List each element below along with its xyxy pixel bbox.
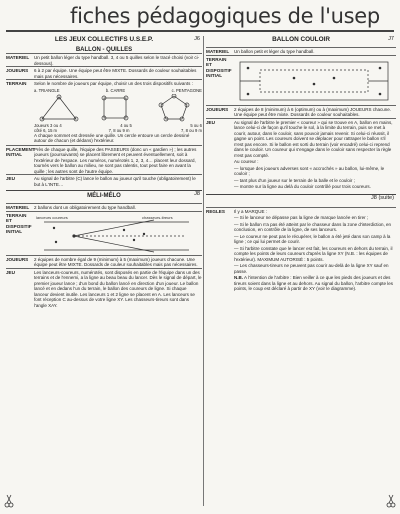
row-text: Un ballon petit et léger du type handball. (234, 49, 315, 54)
page-number: J6 (194, 36, 200, 42)
row-label: JEU (6, 176, 15, 181)
page-title: fiches pédagogiques de l'usep (70, 4, 380, 28)
row-regles-content (234, 209, 396, 293)
nb-label: N.B. (234, 275, 243, 281)
row-jeu (6, 174, 202, 187)
row-label: TERRAIN ET DISPOSITIF INITIAL (6, 212, 32, 235)
section-title: LES JEUX COLLECTIFS U.S.E.P. (54, 36, 154, 43)
row-joueurs-couloir (206, 105, 396, 118)
row-label: PLACEMENT INITIAL (6, 146, 35, 158)
row-label: MATERIEL (6, 205, 30, 210)
regles-intro: Il y a MARQUE : (234, 208, 268, 214)
regles-item: — Le coureur ne peut pas le récupérer, le ballon a été jeté dans son camp à la ligne ; ce qui lui permet de courir. (234, 233, 391, 245)
scissors-icon (386, 494, 396, 508)
regles-item: — Les chasseurs-tireurs ne peuvent pas courir au-delà de la ligne XY sauf en passe. (234, 263, 389, 274)
right-column (206, 36, 396, 506)
section-title: MÉLI-MÉLO (87, 193, 121, 199)
shape-side-pentagone: 7, 8 ou 9 m (181, 127, 202, 133)
shape-label-carre: b. CARRE (105, 87, 126, 93)
shape-caption-pentagone: 5 ou 6 (190, 122, 202, 128)
jeu-list-item: — lorsque des joueurs adverses sont « accrochés » au ballon, lui-même, le couloir ; (234, 165, 385, 177)
terrain-note: A chaque sommet est dressée une quille. Un cercle entoure un cercle dessiné autour de chacun (et dédans) l'extérieur. (34, 132, 190, 143)
row-label: MATERIEL (206, 49, 230, 54)
regles-item: — Si le lanceur ne dépasse pas la ligne de marque lancée en tirer ; (234, 215, 369, 221)
game-title-ballon-quilles: BALLON - QUILLES (75, 47, 133, 53)
row-text: 2 ballons dont un obligatoirement du type handball. (34, 205, 136, 210)
regles-nb (234, 275, 396, 292)
row-jeu-couloir (206, 118, 396, 191)
figure-label-chasseurs: chasseurs-tireurs (142, 214, 173, 220)
row-text: Près de chaque quille, l'équipe des PASSEURS (donc un « gardien ») ; les autres joueurs (poursuivants) se placent librement et peuvent éventuellement, soit à l'extérieur de l'espace. Les numéros, numérotés 1, 2, 3, 4… placent leur dossard, tournés vers le ballon au milieu, ne sont pas ralentis, tout peut faire en avant la quille ; les autres sont de l'autre équipe. (34, 146, 197, 174)
jeu-list-item: — montre sur la ligne au delà du couloir contrôlé pour trois coureurs. (234, 184, 371, 190)
section-header-ballon-couloir (206, 36, 396, 47)
shape-labels (34, 88, 202, 93)
shape-caption-triangle: Joueurs 3 ou 4 (34, 122, 62, 128)
regles-item: — Si le ballon n'a pas été atteint par le chasseur dans la zone d'interdiction, en conclusion, en contrôle de la ligne, de ses lanceurs. (234, 221, 392, 233)
row-placement-initial (6, 145, 202, 175)
row-joueurs (6, 66, 202, 79)
row-label: JEU (6, 269, 15, 275)
column-divider (203, 36, 204, 506)
row-label: TERRAIN ET DISPOSITIF INITIAL (206, 56, 232, 79)
row-text: 2 équipes de 8 (minimum) à 6 (optimum) ou à (maximum) JOUEURS chacune. Une équipe peut être mixte. Dossards de couleur souhaitables. (234, 106, 392, 118)
row-jeu-content (234, 120, 396, 191)
shape-side-triangle: côté 6, 15 m (34, 127, 58, 133)
row-label: JOUEURS (206, 106, 229, 112)
page-number: J7 (388, 36, 394, 42)
section-header-jeux-collectifs (6, 36, 202, 47)
nb-text: A l'intention de l'arbitre : Bien veiller à ce que les pieds des joueurs et des tireurs soient dans la ligne et au dehors. Au signal du ballon, l'arbitre compte les points, le coup est déclaré à partir de XY (voir le diagramme). (234, 275, 393, 292)
pentagon-diagram (159, 94, 189, 121)
triangle-diagram (40, 95, 78, 121)
shape-caption-carre: 4 ou 5 (120, 122, 132, 128)
jeu-paragraph: Au signal de l'arbitre le premier « coureur » qui se trouve en A, ballon en mains, lance celui-ci de façon qu'il touche le sol, à la limite du terrain, puis se met à courir, autour, dans le couloir, sans pouvoir jamais revenir. Si celui-ci réussit, il gagne un point. Les coureurs doivent se déplacer pour rattraper le ballon s'il n'est pas encore. Si le ballon est sorti du terrain (voir encadré) celui-ci reprend dans le couloir. Un coureur qui s'engage dans le couloir sans respecter la règle n'est pas compté. (234, 119, 393, 158)
section-title: BALLON COULOIR (272, 36, 330, 43)
row-terrain-couloir (206, 55, 396, 105)
row-joueurs-meli (6, 255, 202, 268)
row-materiel-couloir (206, 47, 396, 55)
square-diagram (102, 96, 128, 120)
row-materiel-meli (6, 203, 202, 211)
row-label: MATERIEL (6, 55, 30, 60)
row-regles (206, 207, 396, 293)
regles-item: — Si l'arbitre constate que le lancer est fait, les coureurs en dehors du terrain, il compte les points de leurs coureurs d'après la ligne XY (N.B. : les équipes de l'extérieur). MAXIMUM AUTORISÉ : 5 points. (234, 245, 393, 262)
row-label: REGLES (206, 208, 225, 214)
section-header-meli-melo (6, 190, 202, 203)
row-terrain-meli (6, 211, 202, 255)
page-number: J8 (194, 191, 200, 197)
meli-melo-field-diagram (34, 214, 199, 254)
row-terrain (6, 79, 202, 145)
terrain-shapes-figure (34, 94, 199, 122)
section-header-couloir-suite (206, 194, 396, 207)
shape-side-carre: 7, 8 ou 9 m (108, 127, 130, 133)
row-label: JOUEURS (6, 68, 29, 73)
row-text: 2 équipes de nombre égal de 9 (minimum) à 5 (maximum) joueurs chacune. Une équipe peut être MIXTE. Dossards de couleur souhaitables mais pas nécessaires. (34, 256, 198, 268)
row-text: Un petit ballon léger du type handball. 3, 4 ou 5 quilles selon le tracé choisi (voir ci-dessous). (34, 55, 200, 66)
header-rule (6, 30, 394, 32)
shape-label-pentagone: c. PENTAGONE (171, 87, 202, 93)
row-text: Au signal de l'arbitre (C) lance le ballon au joueur qu'il touche (obligatoirement) le but à L'INTE… (34, 176, 196, 187)
shape-label-triangle: a. TRIANGLE (34, 87, 60, 93)
jeu-list-item: — tant plus d'un joueur sur le terrain de la balle et le couloir ; (234, 177, 355, 183)
row-terrain-content (34, 81, 202, 145)
scissors-icon (4, 494, 14, 508)
row-text: 6 à 2 par équipe. Une équipe peut être MIXTE. Dossards de couleur souhaitables mais pas nécessaires. (34, 68, 197, 79)
terrain-intro: Selon le nombre de joueurs par équipe, choisir un des trois dispositifs suivants : (34, 81, 193, 86)
couloir-field-diagram (234, 58, 394, 104)
figure-label-lanceurs: lanceurs coureurs (36, 214, 68, 220)
couloir-diagram-box (234, 57, 396, 105)
row-label: JEU (206, 119, 215, 125)
jeu-list-intro: Au coureur : (234, 159, 259, 165)
row-jeu-meli (6, 268, 202, 309)
left-column (6, 36, 202, 506)
row-label: JOUEURS (6, 256, 29, 262)
row-terrain-figure (34, 213, 202, 255)
row-text: Les lanceurs-coureurs, numérotés, sont disposés en partie de l'équipe dans un des terrains et de l'ennemi, a la ligne au beau beau du lancer. Dès le signal de départ, le premier joueur lance ; d'un bond du ballon lancé en direction d'un joueur. Le ballon lancé et en dedans l'un du terrain, le ballon des coureurs de ligne. Si chaque lanceur devient inutile. Les lanceurs 1 et 2 ligne se placent en A. Les lanceurs se font réception C au-dessus de votre ligne XY. Les chasseurs-tireurs sont dans l'angle XAY. (34, 269, 202, 308)
row-materiel (6, 53, 202, 66)
page-number: J8 (suite) (370, 194, 394, 201)
row-label: TERRAIN (6, 81, 27, 86)
